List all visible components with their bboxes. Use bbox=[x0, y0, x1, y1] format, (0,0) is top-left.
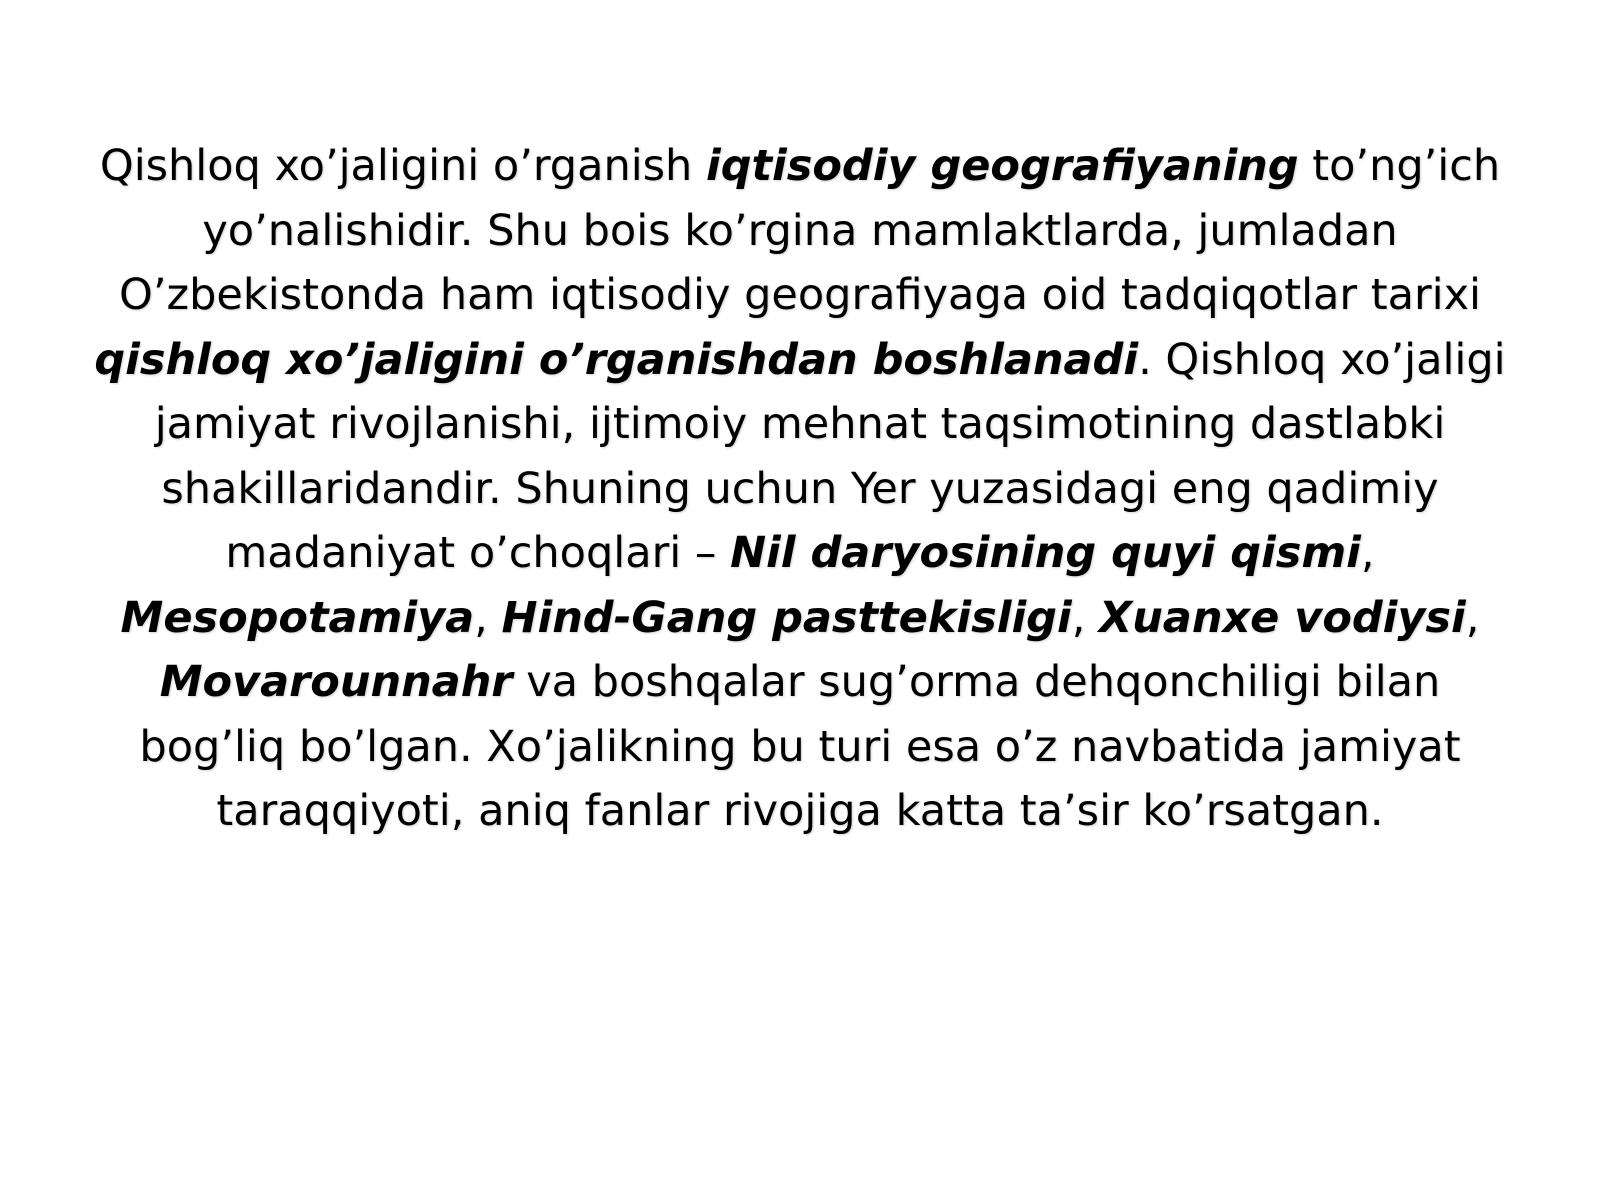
emphasized-text-run: Hind-Gang pasttekisligi bbox=[501, 592, 1072, 643]
emphasized-text-run: Xuanxe vodiysi bbox=[1099, 592, 1466, 643]
text-run: to’ng’ich bbox=[1298, 141, 1501, 191]
text-run: O’zbekistonda ham iqtisodiy geografiyaga oid tadqiqotlar tarixi bbox=[119, 270, 1481, 320]
text-run: Qishloq xo’jaligini o’rganish bbox=[99, 141, 706, 191]
text-line bbox=[90, 779, 1510, 844]
emphasized-text-run: qishloq xo’jaligini o’rganishdan boshlanadi bbox=[94, 334, 1139, 385]
text-line bbox=[90, 134, 1510, 199]
text-line bbox=[90, 715, 1510, 780]
text-run: va boshqalar sug’orma dehqonchiligi bilan bbox=[512, 657, 1441, 707]
emphasized-text-run: iqtisodiy geografiyaning bbox=[705, 141, 1299, 191]
text-run: yo’nalishidir. Shu bois ko’rgina mamlaktlarda, jumladan bbox=[202, 205, 1398, 256]
text-run: , bbox=[1071, 592, 1100, 643]
text-line bbox=[90, 263, 1510, 328]
text-run: madaniyat o’choqlari – bbox=[225, 528, 731, 578]
body-paragraph bbox=[90, 134, 1510, 844]
text-run: , bbox=[1465, 592, 1480, 643]
text-run: jamiyat rivojlanishi, ijtimoiy mehnat taqsimotining dastlabki bbox=[154, 399, 1446, 449]
text-run: , bbox=[474, 592, 502, 643]
text-run: , bbox=[1360, 528, 1375, 578]
text-run: taraqqiyoti, aniq fanlar rivojiga katta ta’sir ko’rsatgan. bbox=[216, 786, 1384, 836]
text-line bbox=[90, 328, 1510, 393]
emphasized-text-run: Nil daryosining quyi qismi bbox=[730, 528, 1361, 578]
text-line bbox=[90, 521, 1510, 586]
text-run: shakillaridandir. Shuning uchun Yer yuzasidagi eng qadimiy bbox=[161, 463, 1439, 514]
text-run: bog’liq bo’lgan. Xo’jalikning bu turi esa o’z navbatida jamiyat bbox=[139, 721, 1461, 772]
text-line bbox=[90, 457, 1510, 522]
text-line bbox=[90, 392, 1510, 457]
text-line bbox=[90, 199, 1510, 264]
text-run: . Qishloq xo’jaligi bbox=[1138, 334, 1506, 385]
text-line bbox=[90, 650, 1510, 715]
emphasized-text-run: Mesopotamiya bbox=[120, 592, 475, 643]
text-line bbox=[90, 586, 1510, 651]
emphasized-text-run: Movarounnahr bbox=[159, 657, 513, 707]
